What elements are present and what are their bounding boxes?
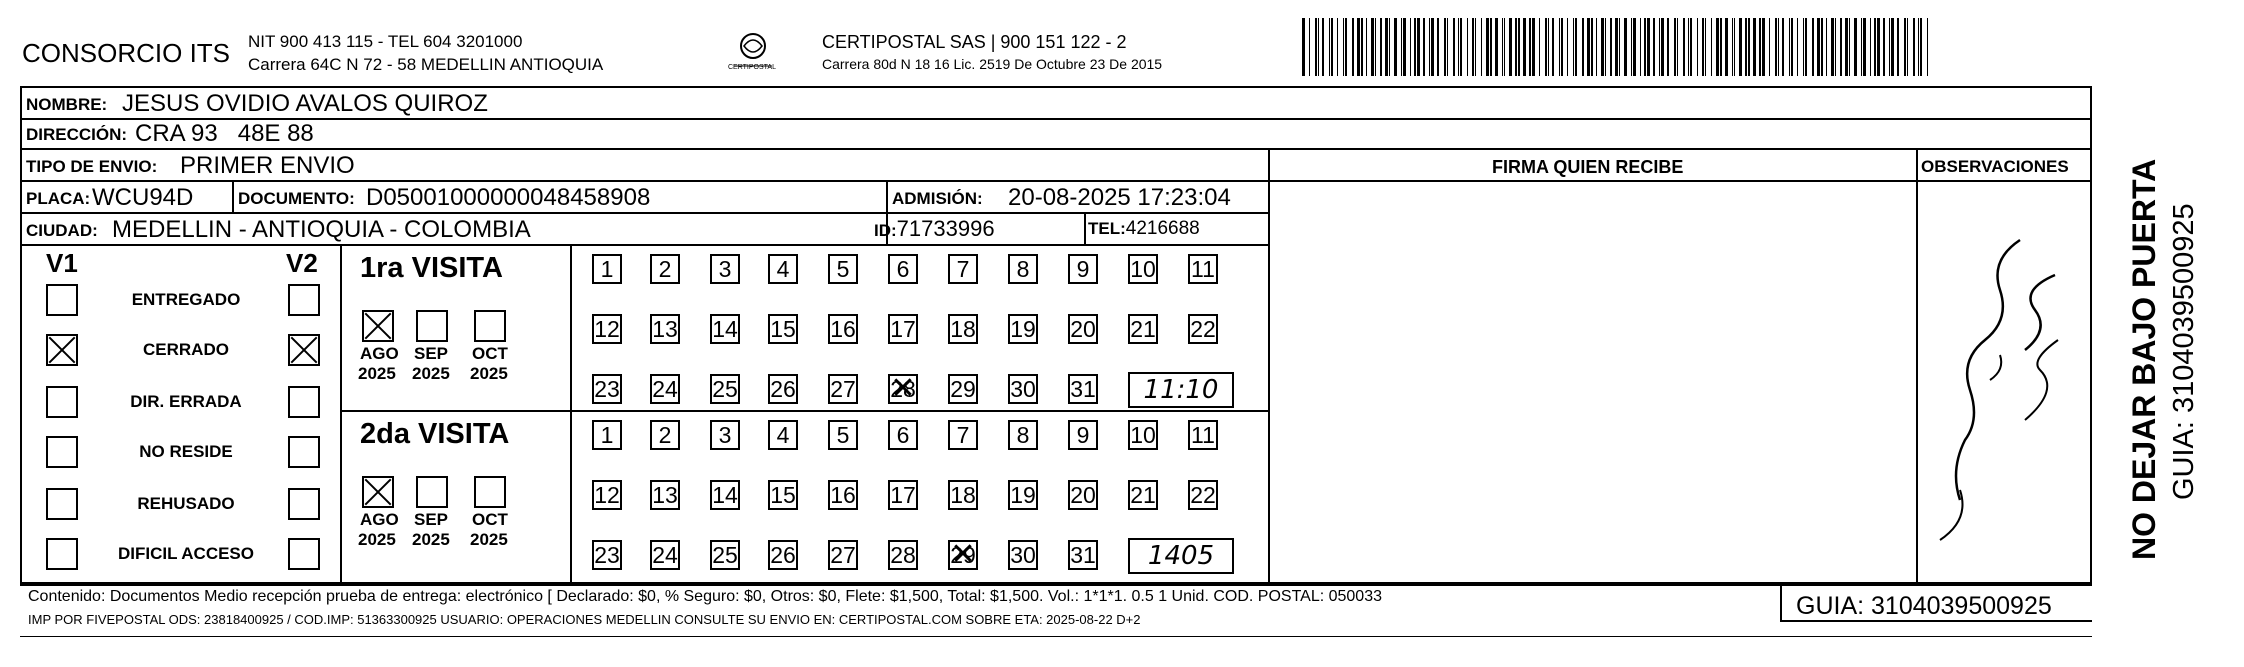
day-box[interactable]: 6	[888, 420, 918, 450]
day-box[interactable]: 24	[650, 540, 680, 570]
day-box[interactable]: 1	[592, 254, 622, 284]
barcode-bar	[1769, 18, 1770, 76]
barcode-bar	[1897, 18, 1899, 76]
barcode-bar	[1490, 18, 1492, 76]
barcode-bar	[1907, 18, 1908, 76]
day-box[interactable]: 3	[710, 254, 740, 284]
day-box[interactable]: 21	[1128, 314, 1158, 344]
barcode-bar	[1789, 18, 1790, 76]
documento-value: D05001000000048458908	[366, 184, 651, 211]
day-box[interactable]: 30	[1008, 540, 1038, 570]
barcode-bar	[1697, 18, 1698, 76]
barcode-bar	[1343, 18, 1344, 76]
visit-title: 1ra VISITA	[360, 252, 503, 284]
month-checkbox[interactable]	[362, 310, 394, 342]
barcode-bar	[1861, 18, 1862, 76]
day-box[interactable]: 27	[828, 540, 858, 570]
v1-checkbox[interactable]	[46, 436, 78, 468]
barcode-bar	[1495, 18, 1498, 76]
barcode-bar	[1394, 18, 1397, 76]
barcode-bar	[1429, 18, 1430, 76]
barcode-bar	[1548, 18, 1549, 76]
barcode-bar	[1720, 18, 1722, 76]
barcode-bar	[1877, 18, 1880, 76]
courier-address: Carrera 80d N 18 16 Lic. 2519 De Octubre 23 De 2015	[822, 56, 1163, 72]
barcode-bar	[1371, 18, 1374, 76]
day-box[interactable]: 15	[768, 314, 798, 344]
barcode-bar	[1683, 18, 1685, 76]
barcode-bar	[1633, 18, 1636, 76]
month-year: 2025	[358, 364, 396, 383]
ciudad-label: CIUDAD:	[26, 221, 98, 240]
v2-checkbox[interactable]	[288, 538, 320, 570]
documento-label: DOCUMENTO:	[238, 189, 355, 208]
barcode-bar	[1532, 18, 1535, 76]
barcode-bar	[1640, 18, 1641, 76]
barcode-bar	[1775, 18, 1777, 76]
day-box[interactable]: 15	[768, 480, 798, 510]
barcode	[1302, 18, 1938, 76]
month-checkbox[interactable]	[474, 476, 506, 508]
month-year: 2025	[470, 530, 508, 549]
nombre-label: NOMBRE:	[26, 95, 108, 114]
v2-checkbox[interactable]	[288, 284, 320, 316]
barcode-bar	[1318, 18, 1319, 76]
barcode-bar	[1647, 18, 1650, 76]
barcode-bar	[1661, 18, 1664, 76]
barcode-bar	[1467, 18, 1468, 76]
day-box[interactable]: 6	[888, 254, 918, 284]
footer-imp-line: IMP POR FIVEPOSTAL ODS: 23818400925 / COD.IMP: 51363300925 USUARIO: OPERACIONES MEDELLIN CONSULTE SU ENVIO EN: CERTIPOSTAL.COM SOBRE ETA: 2025-08-22 D+2	[28, 612, 1141, 627]
v1-checkbox[interactable]	[46, 334, 78, 366]
barcode-bar	[1587, 18, 1590, 76]
tel-label: TEL:	[1088, 219, 1126, 238]
barcode-bar	[1610, 18, 1612, 76]
barcode-bar	[1329, 18, 1330, 76]
barcode-bar	[1734, 18, 1735, 76]
company-name: CONSORCIO ITS	[22, 38, 231, 68]
barcode-bar	[1803, 18, 1804, 76]
day-box[interactable]: 28 ✕	[888, 374, 918, 404]
barcode-bar	[1753, 18, 1756, 76]
barcode-bar	[1677, 18, 1678, 76]
barcode-bar	[1778, 18, 1779, 76]
day-box[interactable]: 26	[768, 374, 798, 404]
barcode-bar	[1667, 18, 1669, 76]
day-box[interactable]: 7	[948, 420, 978, 450]
side-guia: GUIA: 3104039500925	[2168, 203, 2200, 500]
day-box[interactable]: 27	[828, 374, 858, 404]
day-box[interactable]: 31	[1068, 540, 1098, 570]
barcode-bar	[1927, 18, 1928, 76]
day-box[interactable]: 28	[888, 540, 918, 570]
day-box[interactable]: 17	[888, 480, 918, 510]
tipo-envio-label: TIPO DE ENVIO:	[26, 157, 158, 176]
barcode-bar	[1431, 18, 1434, 76]
barcode-bar	[1874, 18, 1876, 76]
barcode-bar	[1659, 18, 1660, 76]
barcode-bar	[1918, 18, 1919, 76]
logo-text: CERTIPOSTAL	[728, 64, 776, 71]
barcode-bar	[1831, 18, 1834, 76]
day-box[interactable]: 13	[650, 480, 680, 510]
barcode-bar	[1601, 18, 1604, 76]
day-box[interactable]: 9	[1068, 420, 1098, 450]
barcode-bar	[1545, 18, 1547, 76]
direccion-label: DIRECCIÓN:	[26, 125, 128, 144]
barcode-bar	[1582, 18, 1584, 76]
tel-value: 4216688	[1125, 218, 1200, 239]
footer-guia: GUIA: 3104039500925	[1796, 592, 2052, 620]
ciudad-value: MEDELLIN - ANTIOQUIA - COLOMBIA	[112, 216, 531, 243]
company-nit: NIT 900 413 115 - TEL 604 3201000	[248, 32, 523, 51]
tipo-envio-value: PRIMER ENVIO	[180, 152, 355, 179]
day-box[interactable]: 25	[710, 374, 740, 404]
barcode-bar	[1423, 18, 1425, 76]
barcode-bar	[1596, 18, 1597, 76]
barcode-bar	[1375, 18, 1376, 76]
month-year: 2025	[412, 364, 450, 383]
barcode-bar	[1486, 18, 1489, 76]
v1-checkbox[interactable]	[46, 538, 78, 570]
admision-value: 20-08-2025 17:23:04	[1008, 184, 1231, 211]
id-value-row	[874, 216, 995, 242]
barcode-bar	[1631, 18, 1632, 76]
status-option-label: DIFICIL ACCESO	[117, 544, 254, 563]
v2-label: V2	[286, 248, 318, 278]
month-checkbox[interactable]	[416, 310, 448, 342]
barcode-bar	[1920, 18, 1922, 76]
barcode-bar	[1523, 18, 1526, 76]
day-box[interactable]: 2	[650, 420, 680, 450]
day-box[interactable]: 23	[592, 374, 622, 404]
v1-checkbox[interactable]	[46, 284, 78, 316]
barcode-bar	[1705, 18, 1706, 76]
day-box[interactable]: 11	[1188, 254, 1218, 284]
month-label: SEP	[414, 510, 449, 529]
barcode-bar	[1444, 18, 1446, 76]
barcode-bar	[1529, 18, 1531, 76]
barcode-bar	[1539, 18, 1540, 76]
day-box[interactable]: 11	[1188, 420, 1218, 450]
day-box[interactable]: 24	[650, 374, 680, 404]
barcode-bar	[1615, 18, 1618, 76]
day-box[interactable]: 31	[1068, 374, 1098, 404]
barcode-bar	[1559, 18, 1560, 76]
recipient-signature	[1930, 220, 2080, 560]
barcode-bar	[1515, 18, 1517, 76]
barcode-bar	[1352, 18, 1354, 76]
day-box[interactable]: 26	[768, 540, 798, 570]
visit-time-box: 11:10	[1128, 372, 1234, 408]
barcode-bar	[1739, 18, 1742, 76]
month-checkbox[interactable]	[362, 476, 394, 508]
barcode-bar	[1385, 18, 1388, 76]
barcode-bar	[1361, 18, 1363, 76]
barcode-bar	[1322, 18, 1324, 76]
barcode-bar	[1309, 18, 1310, 76]
day-box[interactable]: 12	[592, 314, 622, 344]
barcode-bar	[1644, 18, 1646, 76]
barcode-bar	[1302, 18, 1305, 76]
day-box[interactable]: 19	[1008, 480, 1038, 510]
barcode-bar	[1380, 18, 1382, 76]
barcode-bar	[1791, 18, 1793, 76]
barcode-bar	[1417, 18, 1420, 76]
status-option-label: NO RESIDE	[139, 442, 233, 461]
barcode-bar	[1870, 18, 1871, 76]
day-box[interactable]: 22	[1188, 480, 1218, 510]
barcode-bar	[1891, 18, 1894, 76]
tel-value-row	[1088, 218, 1200, 240]
barcode-bar	[1366, 18, 1367, 76]
day-box[interactable]: 10	[1128, 254, 1158, 284]
month-label: OCT	[472, 344, 508, 363]
month-year: 2025	[412, 530, 450, 549]
barcode-bar	[1567, 18, 1568, 76]
barcode-bar	[1748, 18, 1750, 76]
day-box[interactable]: 20	[1068, 314, 1098, 344]
placa-label: PLACA:	[26, 189, 91, 208]
barcode-bar	[1913, 18, 1915, 76]
v1-label: V1	[46, 248, 78, 278]
barcode-bar	[1904, 18, 1906, 76]
barcode-bar	[1702, 18, 1704, 76]
barcode-bar	[1504, 18, 1505, 76]
barcode-bar	[1782, 18, 1784, 76]
barcode-bar	[1410, 18, 1411, 76]
barcode-bar	[1854, 18, 1857, 76]
barcode-bar	[1458, 18, 1459, 76]
status-option-label: DIR. ERRADA	[130, 392, 242, 411]
barcode-bar	[1845, 18, 1848, 76]
barcode-bar	[1337, 18, 1338, 76]
day-box[interactable]: 21	[1128, 480, 1158, 510]
barcode-bar	[1711, 18, 1712, 76]
footer-content-line: Contenido: Documentos Medio recepción prueba de entrega: electrónico [ Declarado: $0, % Seguro: $0, Otros: $0, Flete: $1,500, Total: $1,500. Vol.: 1*1*1. 0.5 1 Unid. COD. POSTAL: 050033	[28, 588, 1382, 605]
visit-time-box: 1405	[1128, 538, 1234, 574]
barcode-bar	[1805, 18, 1807, 76]
barcode-bar	[1821, 18, 1823, 76]
barcode-bar	[1863, 18, 1866, 76]
barcode-bar	[1745, 18, 1747, 76]
month-checkbox[interactable]	[474, 310, 506, 342]
day-box[interactable]: 8	[1008, 420, 1038, 450]
barcode-bar	[1605, 18, 1606, 76]
barcode-bar	[1552, 18, 1554, 76]
day-box[interactable]: 5	[828, 254, 858, 284]
barcode-bar	[1797, 18, 1798, 76]
direccion-value: CRA 93 48E 88	[135, 120, 314, 147]
company-address: Carrera 64C N 72 - 58 MEDELLIN ANTIOQUIA	[248, 55, 604, 74]
barcode-bar	[1591, 18, 1593, 76]
day-box[interactable]: 30	[1008, 374, 1038, 404]
month-label: SEP	[414, 344, 449, 363]
nombre-value: JESUS OVIDIO AVALOS QUIROZ	[122, 90, 488, 117]
day-box[interactable]: 20	[1068, 480, 1098, 510]
barcode-bar	[1716, 18, 1719, 76]
month-checkbox[interactable]	[416, 476, 448, 508]
day-box[interactable]: 14	[710, 480, 740, 510]
month-label: AGO	[360, 344, 399, 363]
barcode-bar	[1389, 18, 1390, 76]
day-box[interactable]: 1	[592, 420, 622, 450]
month-label: OCT	[472, 510, 508, 529]
month-label: AGO	[360, 510, 399, 529]
barcode-bar	[1447, 18, 1448, 76]
day-box[interactable]: 7	[948, 254, 978, 284]
barcode-bar	[1403, 18, 1406, 76]
barcode-bar	[1812, 18, 1814, 76]
day-box[interactable]: 25	[710, 540, 740, 570]
barcode-bar	[1688, 18, 1689, 76]
observaciones-label: OBSERVACIONES	[1921, 157, 2069, 176]
barcode-bar	[1315, 18, 1317, 76]
barcode-bar	[1762, 18, 1765, 76]
day-box[interactable]: 22	[1188, 314, 1218, 344]
barcode-bar	[1674, 18, 1676, 76]
barcode-bar	[1759, 18, 1761, 76]
barcode-bar	[1437, 18, 1439, 76]
id-label: ID:	[874, 221, 897, 240]
day-box[interactable]: 18	[948, 314, 978, 344]
barcode-bar	[1401, 18, 1402, 76]
barcode-bar	[1414, 18, 1416, 76]
day-box[interactable]: 23	[592, 540, 622, 570]
barcode-bar	[1481, 18, 1482, 76]
firma-label: FIRMA QUIEN RECIBE	[1492, 157, 1684, 177]
certipostal-logo	[722, 30, 784, 74]
day-box[interactable]: 10	[1128, 420, 1158, 450]
barcode-bar	[1460, 18, 1462, 76]
v2-checkbox[interactable]	[288, 334, 320, 366]
day-box[interactable]: 16	[828, 480, 858, 510]
barcode-bar	[1840, 18, 1842, 76]
barcode-bar	[1357, 18, 1360, 76]
barcode-bar	[1889, 18, 1890, 76]
status-option-label: REHUSADO	[137, 494, 235, 513]
barcode-bar	[1835, 18, 1836, 76]
courier-line: CERTIPOSTAL SAS | 900 151 122 - 2	[822, 32, 1127, 52]
side-warning: NO DEJAR BAJO PUERTA	[2126, 158, 2162, 560]
visit-title: 2da VISITA	[360, 418, 510, 450]
day-box[interactable]: 16	[828, 314, 858, 344]
barcode-bar	[1849, 18, 1850, 76]
v2-checkbox[interactable]	[288, 386, 320, 418]
barcode-bar	[1624, 18, 1627, 76]
barcode-bar	[1883, 18, 1885, 76]
barcode-bar	[1331, 18, 1333, 76]
barcode-bar	[1453, 18, 1455, 76]
day-box[interactable]: 4	[768, 420, 798, 450]
day-box[interactable]: 5	[828, 420, 858, 450]
barcode-bar	[1509, 18, 1512, 76]
id-value: 71733996	[896, 216, 995, 241]
barcode-bar	[1345, 18, 1347, 76]
month-year: 2025	[470, 364, 508, 383]
day-box[interactable]: 29 ✕	[948, 540, 978, 570]
day-box[interactable]: 2	[650, 254, 680, 284]
barcode-bar	[1475, 18, 1476, 76]
barcode-bar	[1575, 18, 1577, 76]
barcode-bar	[1826, 18, 1827, 76]
barcode-bar	[1472, 18, 1474, 76]
status-option-label: ENTREGADO	[131, 290, 241, 309]
barcode-bar	[1619, 18, 1620, 76]
day-box[interactable]: 4	[768, 254, 798, 284]
day-box[interactable]: 9	[1068, 254, 1098, 284]
v1-checkbox[interactable]	[46, 386, 78, 418]
barcode-bar	[1502, 18, 1503, 76]
barcode-bar	[1725, 18, 1728, 76]
day-box[interactable]: 13	[650, 314, 680, 344]
day-box[interactable]: 3	[710, 420, 740, 450]
barcode-bar	[1732, 18, 1733, 76]
day-box[interactable]: 29	[948, 374, 978, 404]
barcode-bar	[1561, 18, 1563, 76]
day-box[interactable]: 8	[1008, 254, 1038, 284]
v2-checkbox[interactable]	[288, 488, 320, 520]
barcode-bar	[1573, 18, 1574, 76]
day-box[interactable]: 17	[888, 314, 918, 344]
day-box[interactable]: 12	[592, 480, 622, 510]
day-box[interactable]: 18	[948, 480, 978, 510]
barcode-bar	[1653, 18, 1655, 76]
barcode-bar	[1518, 18, 1520, 76]
admision-label: ADMISIÓN:	[892, 189, 983, 208]
barcode-bar	[1817, 18, 1820, 76]
status-option-label: CERRADO	[143, 340, 229, 359]
v2-checkbox[interactable]	[288, 436, 320, 468]
placa-value: WCU94D	[92, 184, 194, 211]
month-year: 2025	[358, 530, 396, 549]
barcode-bar	[1690, 18, 1692, 76]
day-box[interactable]: 14	[710, 314, 740, 344]
v1-checkbox[interactable]	[46, 488, 78, 520]
day-box[interactable]: 19	[1008, 314, 1038, 344]
